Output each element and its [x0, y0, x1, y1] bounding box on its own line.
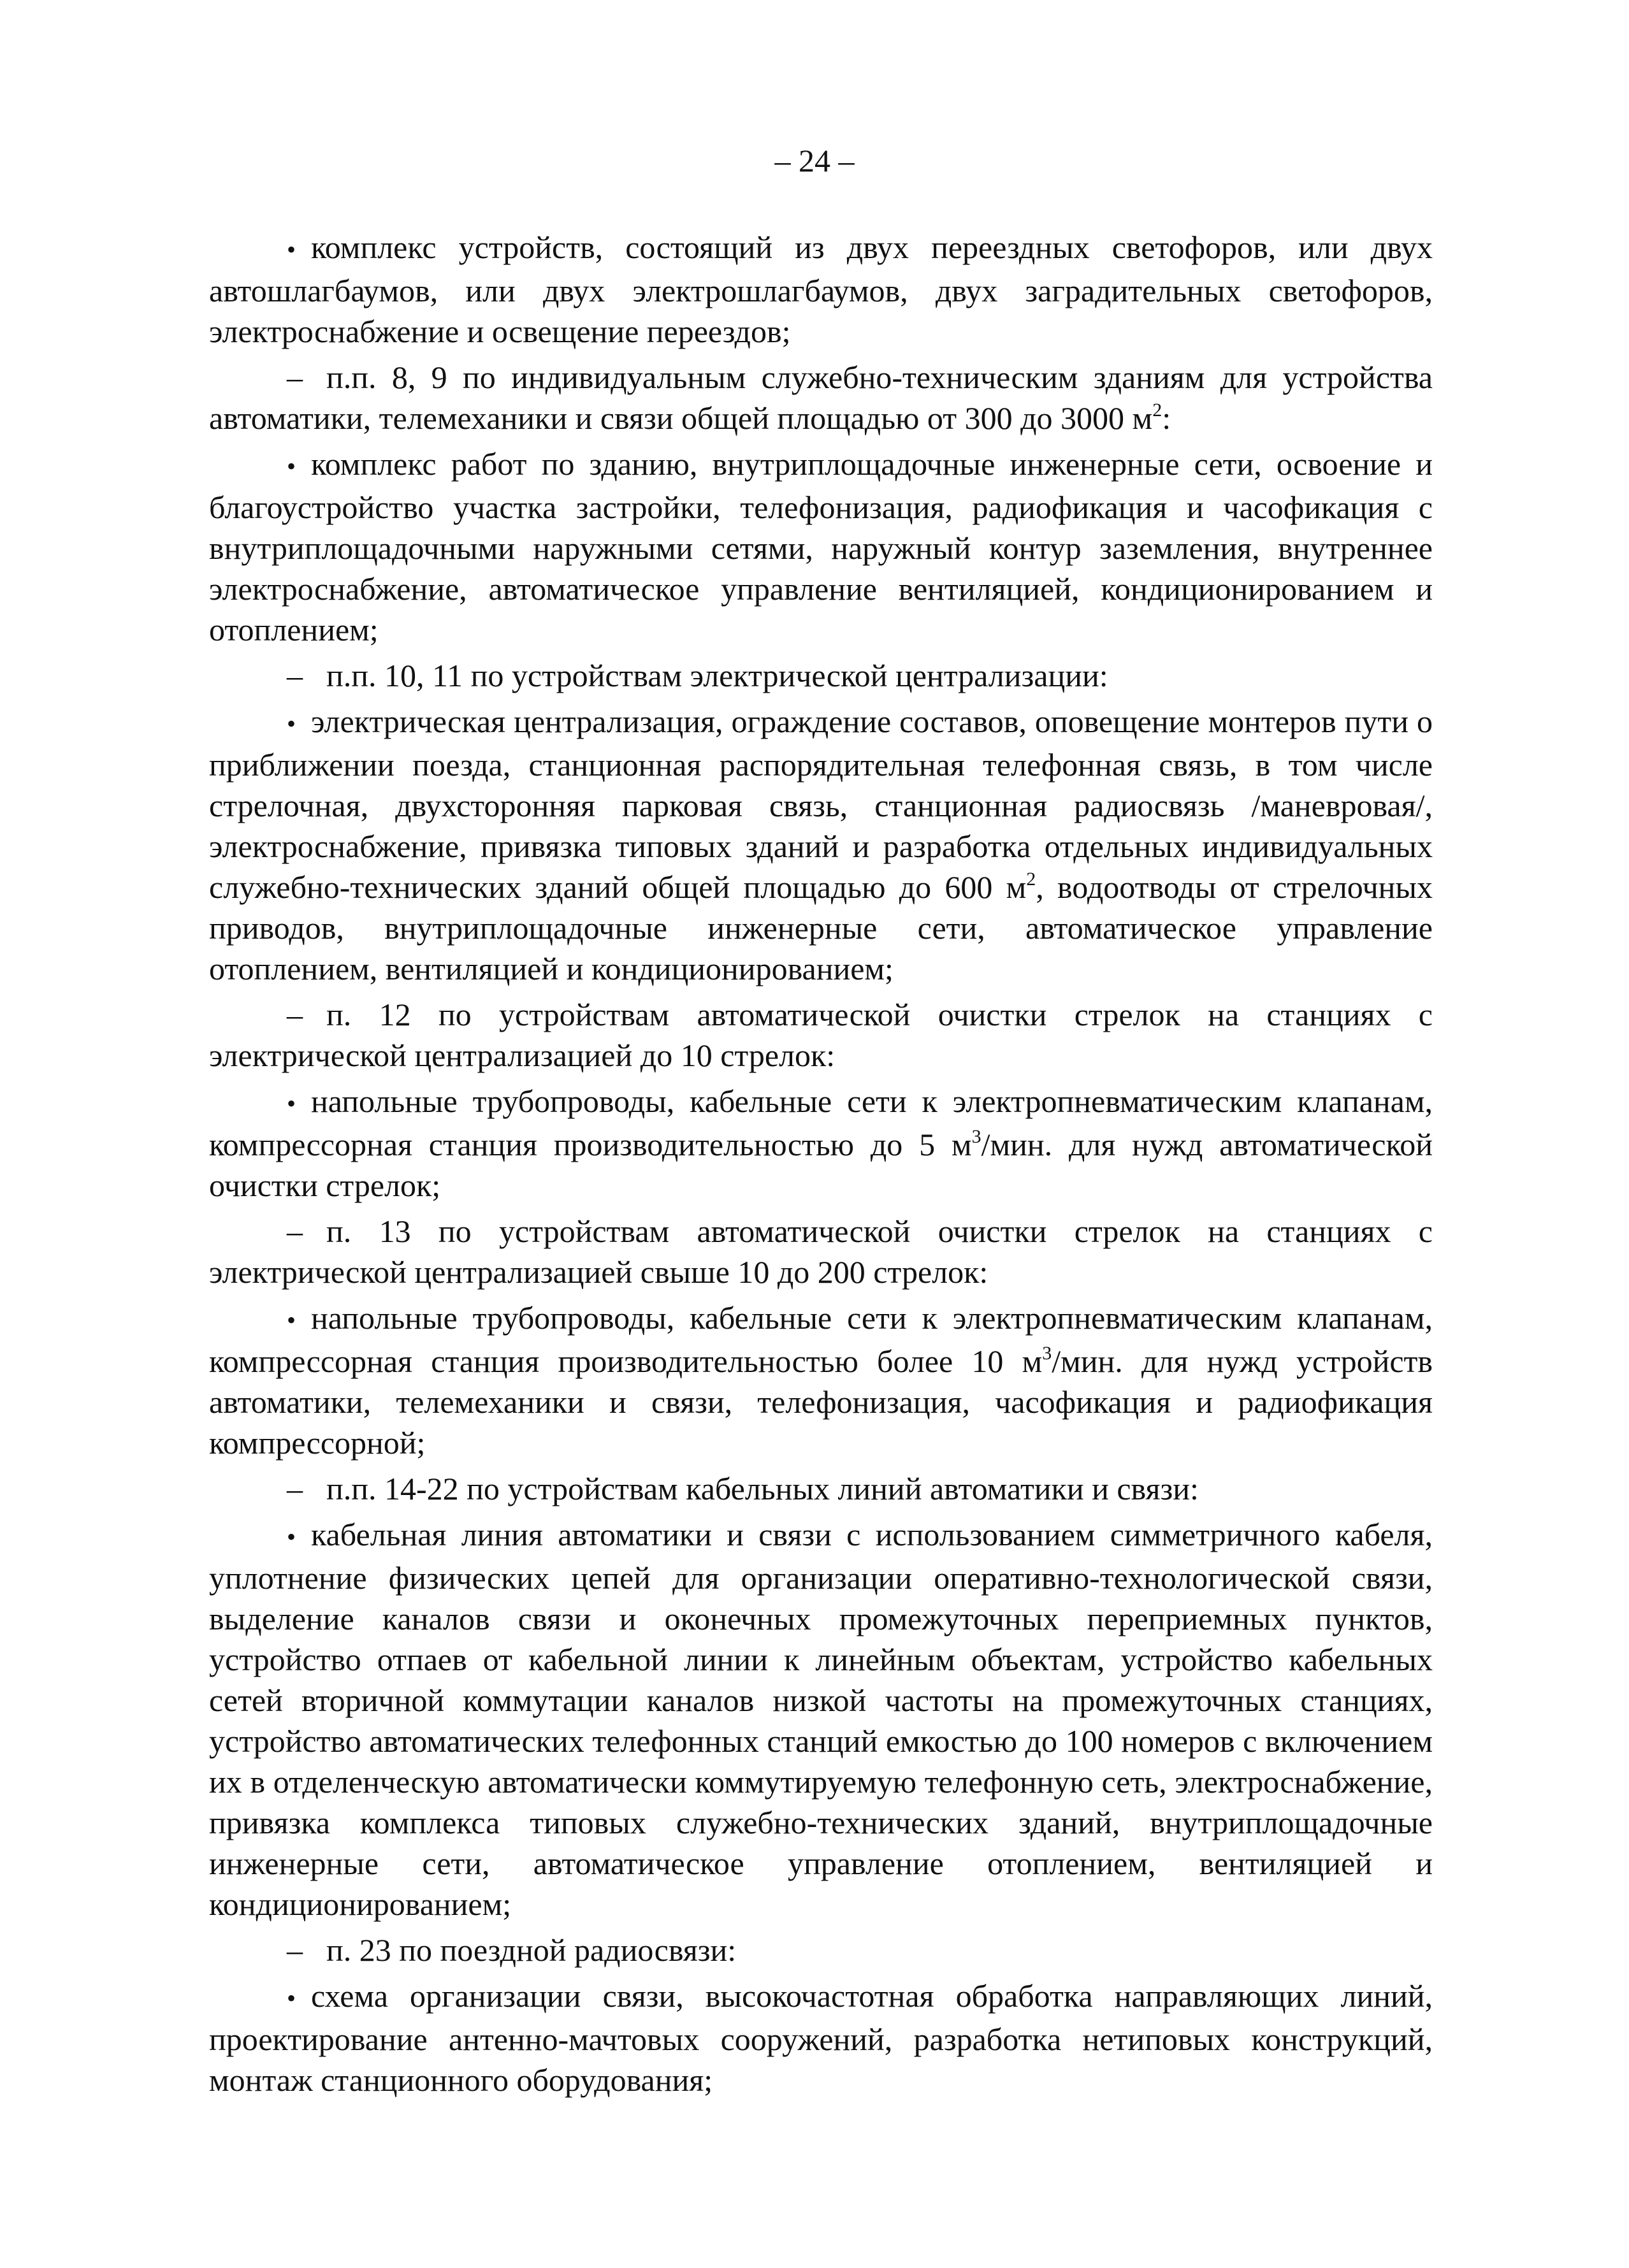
- paragraph-text: /мин. для нужд автоматической очистки стрелок;: [209, 1127, 1433, 1203]
- superscript: 3: [971, 1126, 981, 1147]
- paragraph-text: комплекс работ по зданию, внутриплощадочные инженерные сети, освоение и благоустройство участка застройки, телефонизация, радиофикация и часофикация с внутриплощадочными наружными сетями, наружный контур заземления, внутреннее электроснабжение, автоматическое управление вентиляцией, кондиционированием и отоплением;: [209, 446, 1433, 647]
- dash-marker: –: [287, 658, 303, 693]
- paragraph-text: /мин. для нужд устройств автоматики, телемеханики и связи, телефонизация, часофикация и радиофикация компрессорной;: [209, 1343, 1433, 1461]
- superscript: 2: [1152, 400, 1162, 421]
- bullet-paragraph: [209, 1081, 1433, 1206]
- dash-paragraph: [209, 1211, 1433, 1292]
- paragraph-text: :: [1162, 400, 1171, 436]
- dash-paragraph: [209, 357, 1433, 438]
- paragraph-text: п. 12 по устройствам автоматической очистки стрелок на станциях с электрической централизацией до 10 стрелок:: [209, 997, 1433, 1073]
- dash-marker: –: [287, 1471, 303, 1506]
- paragraph-text: п.п. 10, 11 по устройствам электрической централизации:: [326, 658, 1108, 693]
- bullet-marker: •: [287, 1522, 296, 1551]
- bullet-marker: •: [287, 1089, 296, 1118]
- bullet-paragraph: [209, 1514, 1433, 1925]
- dash-marker: –: [287, 359, 303, 395]
- dash-paragraph: [209, 994, 1433, 1076]
- paragraph-text: напольные трубопроводы, кабельные сети к электропневматическим клапанам, компрессорная станция производительностью более 10 м: [209, 1300, 1433, 1379]
- bullet-marker: •: [287, 1984, 296, 2012]
- paragraph-text: п. 13 по устройствам автоматической очистки стрелок на станциях с электрической централизацией свыше 10 до 200 стрелок:: [209, 1213, 1433, 1290]
- paragraph-text: комплекс устройств, состоящий из двух переездных светофоров, или двух автошлагбаумов, или двух электрошлагбаумов, двух заградительных светофоров, электроснабжение и освещение переездов;: [209, 229, 1433, 349]
- paragraph-text: п. 23 по поездной радиосвязи:: [326, 1932, 737, 1968]
- bullet-paragraph: [209, 227, 1433, 352]
- bullet-marker: •: [287, 452, 296, 480]
- page-number: – 24 –: [774, 143, 855, 178]
- dash-marker: –: [287, 997, 303, 1032]
- bullet-paragraph: [209, 444, 1433, 650]
- dash-marker: –: [287, 1932, 303, 1968]
- bullet-paragraph: [209, 1297, 1433, 1463]
- dash-paragraph: [209, 655, 1433, 696]
- superscript: 2: [1026, 869, 1036, 890]
- paragraph-text: , водоотводы от стрелочных приводов, внутриплощадочные инженерные сети, автоматическое управление отоплением, вентиляцией и кондиционированием;: [209, 869, 1433, 986]
- paragraph-text: напольные трубопроводы, кабельные сети к электропневматическим клапанам, компрессорная станция производительностью до 5 м: [209, 1083, 1433, 1162]
- dash-paragraph: [209, 1468, 1433, 1509]
- paragraph-text: п.п. 8, 9 по индивидуальным служебно-техническим зданиям для устройства автоматики, телемеханики и связи общей площадью от 300 до 3000 м: [209, 359, 1433, 436]
- superscript: 3: [1042, 1343, 1052, 1364]
- bullet-paragraph: [209, 701, 1433, 989]
- bullet-marker: •: [287, 1306, 296, 1334]
- dash-paragraph: [209, 1930, 1433, 1970]
- bullet-marker: •: [287, 709, 296, 738]
- bullet-marker: •: [287, 235, 296, 264]
- bullet-paragraph: [209, 1975, 1433, 2100]
- dash-marker: –: [287, 1213, 303, 1249]
- paragraph-text: кабельная линия автоматики и связи с использованием симметричного кабеля, уплотнение физических цепей для организации оперативно-технологической связи, выделение каналов связи и оконечных промежуточных переприемных пунктов, устройство отпаев от кабельной линии к линейным объектам, устройство кабельных сетей вторичной коммутации каналов низкой частоты на промежуточных станциях, устройство автоматических телефонных станций емкостью до 100 номеров с включением их в отделенческую автоматически коммутируемую телефонную сеть, электроснабжение, привязка комплекса типовых служебно-технических зданий, внутриплощадочные инженерные сети, автоматическое управление отоплением, вентиляцией и кондиционированием;: [209, 1517, 1433, 1922]
- paragraph-text: электрическая централизация, ограждение составов, оповещение монтеров пути о приближении поезда, станционная распорядительная телефонная связь, в том числе стрелочная, двухсторонняя парковая связь, станционная радиосвязь /маневровая/, электроснабжение, привязка типовых зданий и разработка отдельных индивидуальных служебно-технических зданий общей площадью до 600 м: [209, 704, 1433, 905]
- paragraph-text: схема организации связи, высокочастотная обработка направляющих линий, проектирование антенно-мачтовых сооружений, разработка нетиповых конструкций, монтаж станционного оборудования;: [209, 1978, 1433, 2098]
- document-body: [209, 227, 1433, 2105]
- paragraph-text: п.п. 14-22 по устройствам кабельных линий автоматики и связи:: [326, 1471, 1199, 1506]
